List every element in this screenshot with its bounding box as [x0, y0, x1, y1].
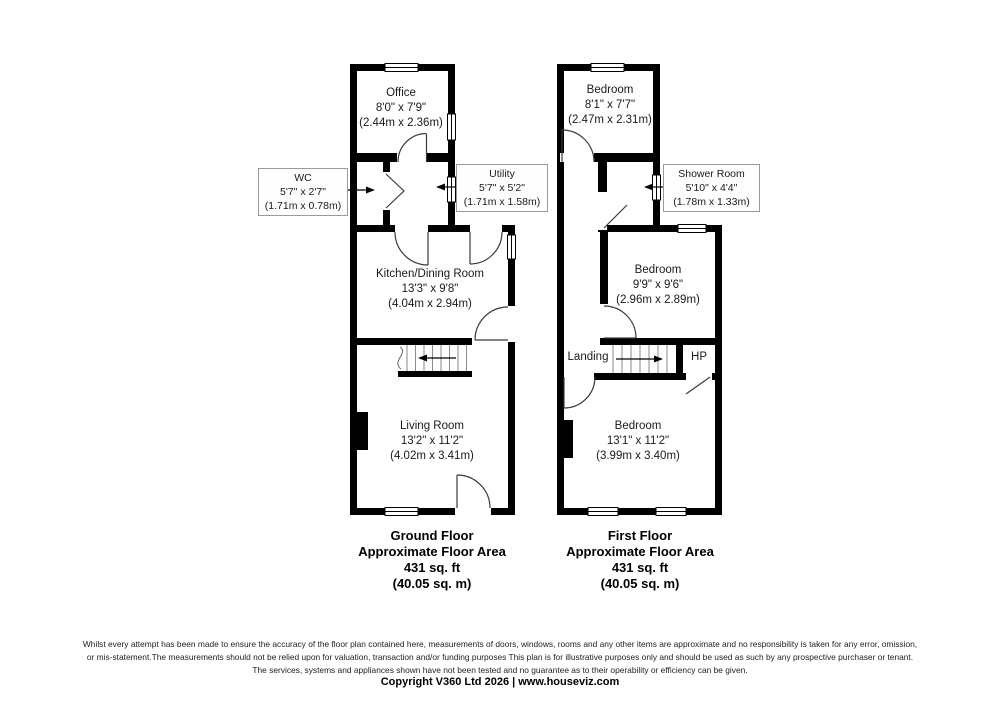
- copyright-text: Copyright V360 Ltd 2026 | www.houseviz.com: [380, 676, 620, 688]
- room-name: Living Room: [400, 420, 464, 432]
- floor-area-label: Approximate Floor Area: [566, 544, 714, 559]
- callout-shower-room: [663, 164, 760, 212]
- callout-arrow-icon: [345, 187, 375, 194]
- floor-title: First Floor: [607, 528, 673, 543]
- window-icon: [678, 225, 706, 233]
- disclaimer-text: or mis-statement.The measurements should not be relied upon for valuation, transaction and/or funding purposes This plan is for illustrative purposes only and should be used as such by any prospective purchaser or tenant.: [86, 652, 914, 662]
- room-label-kitchen-dining: [376, 267, 484, 312]
- hp-label: HP: [691, 351, 707, 363]
- room-label-living-room: [390, 419, 474, 464]
- room-size-metric: (3.99m x 3.40m): [596, 450, 680, 462]
- stairs-icon: [613, 345, 667, 373]
- floor-area-metric: (40.05 sq. m): [600, 576, 680, 591]
- room-size-imperial: 13'2" x 11'2": [400, 435, 464, 447]
- window-icon: [448, 177, 456, 202]
- floor-area-imperial: 431 sq. ft: [403, 560, 461, 575]
- room-size-metric: (4.04m x 2.94m): [388, 298, 472, 310]
- stairs-break-line: [398, 347, 403, 369]
- chimney-block: [564, 420, 573, 458]
- floor-area-metric: (40.05 sq. m): [392, 576, 472, 591]
- room-size-metric: (2.47m x 2.31m): [568, 114, 652, 126]
- ground-floor-title-block: [358, 528, 506, 592]
- callout-wc: [258, 168, 348, 216]
- room-size-imperial: 13'1" x 11'2": [606, 435, 670, 447]
- room-size-metric: (1.71m x 0.78m): [264, 200, 342, 212]
- floor-area-imperial: 431 sq. ft: [611, 560, 669, 575]
- window-icon: [508, 235, 516, 259]
- room-size-imperial: 8'0" x 7'9": [375, 102, 427, 114]
- door-icon: [604, 306, 636, 338]
- disclaimer-text: Whilst every attempt has been made to ensure the accuracy of the floor plan contained here, measurements of doors, windows, rooms and any other items are approximate and no responsibility is taken for any error, omission,: [82, 639, 918, 649]
- first-floor-title-block: [566, 528, 714, 592]
- room-name: Kitchen/Dining Room: [375, 268, 485, 280]
- door-icon: [457, 475, 490, 508]
- stairs-icon: [398, 345, 467, 371]
- room-label-office: [359, 86, 443, 131]
- room-size-metric: (2.44m x 2.36m): [359, 117, 443, 129]
- room-name: WC: [294, 172, 312, 184]
- room-name: Utility: [489, 168, 515, 180]
- door-icon: [470, 232, 502, 264]
- room-name: Bedroom: [586, 84, 634, 96]
- disclaimer-text: The services, systems and appliances shown have not been tested and no guarantee as to their operability or efficiency can be given.: [252, 665, 748, 675]
- window-icon: [385, 508, 418, 516]
- window-icon: [448, 114, 456, 140]
- door-icon: [604, 205, 627, 228]
- room-size-imperial: 5'7" x 5'2": [479, 182, 525, 194]
- room-name: Bedroom: [634, 264, 682, 276]
- room-name: Office: [386, 87, 416, 99]
- window-icon: [385, 64, 418, 72]
- window-icon: [591, 64, 624, 72]
- room-label-bedroom-1: [568, 83, 652, 128]
- window-icon: [656, 508, 686, 516]
- room-size-metric: (1.71m x 1.58m): [463, 196, 541, 208]
- room-size-metric: (4.02m x 3.41m): [390, 450, 474, 462]
- room-size-imperial: 5'10" x 4'4": [685, 182, 738, 194]
- room-size-imperial: 5'7" x 2'7": [280, 186, 326, 198]
- room-size-imperial: 13'3" x 9'8": [401, 283, 459, 295]
- room-size-imperial: 8'1" x 7'7": [584, 99, 636, 111]
- floor-title: Ground Floor: [390, 528, 474, 543]
- room-size-metric: (1.78m x 1.33m): [673, 196, 750, 208]
- callout-utility: [456, 164, 548, 212]
- door-icon: [564, 377, 595, 408]
- room-label-bedroom-3: [596, 419, 680, 464]
- chimney-block: [357, 412, 368, 450]
- window-icon: [588, 508, 618, 516]
- room-label-bedroom-2: [616, 263, 700, 308]
- floor-area-label: Approximate Floor Area: [358, 544, 506, 559]
- door-icon: [395, 232, 428, 265]
- room-name: Bedroom: [614, 420, 662, 432]
- room-size-imperial: 9'9" x 9'6": [632, 279, 684, 291]
- room-name: Shower Room: [678, 168, 745, 180]
- room-size-metric: (2.96m x 2.89m): [616, 294, 700, 306]
- landing-label: Landing: [567, 351, 609, 363]
